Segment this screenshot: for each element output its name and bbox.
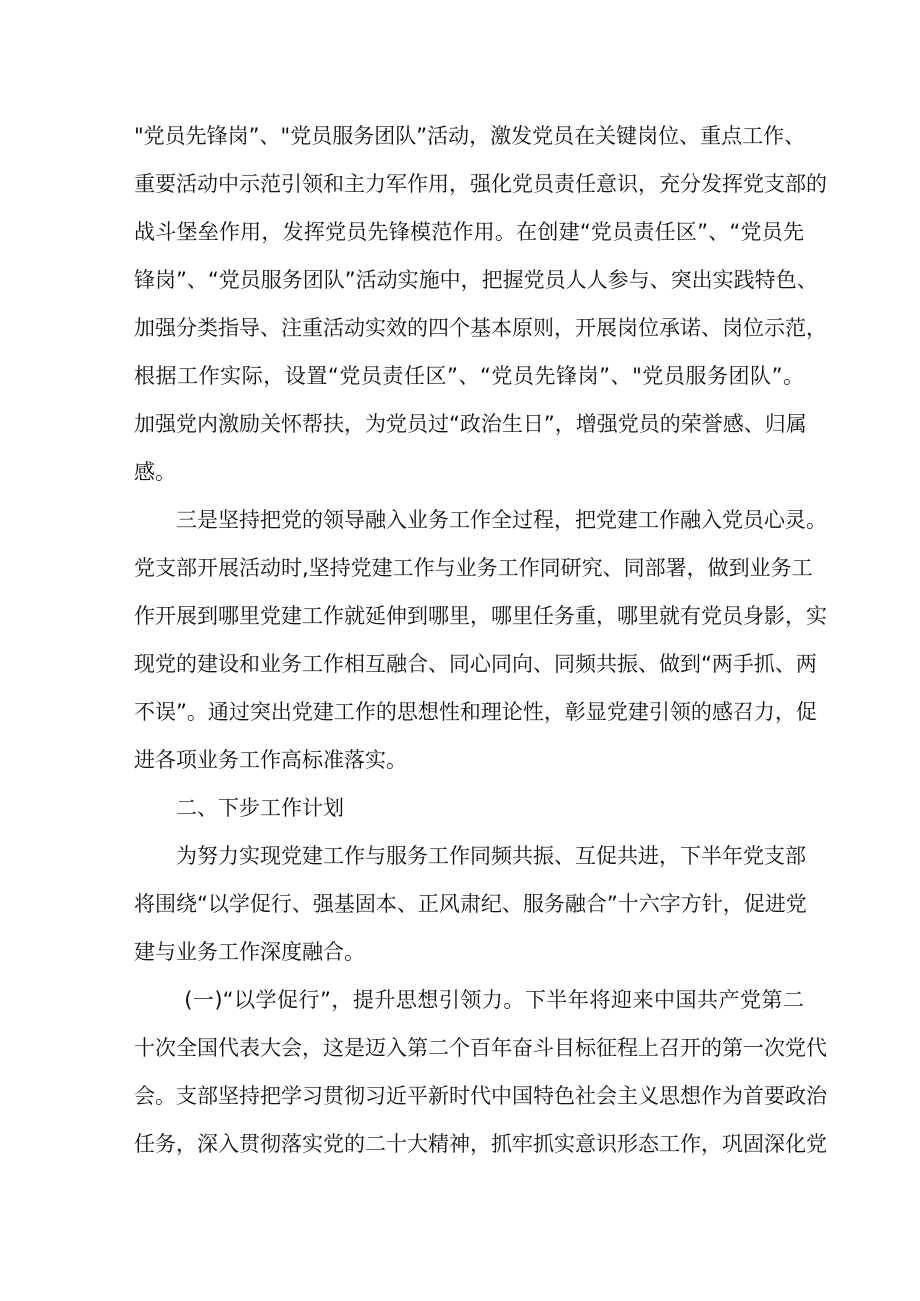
document-body (134, 112, 827, 1168)
text-line: 重要活动中示范引领和主力军作用，强化党员责任意识，充分发挥党支部的 (134, 172, 827, 196)
text-line: 根据工作实际，设置“党员责任区”、“党员先锋岗”、"党员服务团队”。 (134, 364, 804, 388)
paragraph-third-point (134, 496, 827, 784)
paragraph-plan-intro (134, 832, 807, 976)
text-line: 锋岗”、“党员服务团队”活动实施中，把握党员人人参与、突出实践特色、 (134, 268, 818, 292)
text-line: 十次全国代表大会，这是迈入第二个百年奋斗目标征程上召开的第一次党代 (134, 1036, 827, 1060)
text-line: 将围绕“以学促行、强基固本、正风肃纪、服务融合”十六字方针，促进党 (134, 892, 807, 916)
text-line: 进各项业务工作高标准落实。 (134, 748, 407, 772)
text-line: 战斗堡垒作用，发挥党员先锋模范作用。在创建“党员责任区”、“党员先 (134, 220, 804, 244)
section-heading-next-steps (134, 784, 804, 832)
text-line: 三是坚持把党的领导融入业务工作全过程，把党建工作融入党员心灵。 (134, 508, 827, 532)
text-line: 党支部开展活动时,坚持党建工作与业务工作同研究、同部署，做到业务工 (134, 556, 813, 580)
text-line: 感。 (134, 460, 176, 484)
section-heading: 二、下步工作计划 (134, 796, 344, 820)
text-line: 不误”。通过突出党建工作的思想性和理论性，彰显党建引领的感召力，促 (134, 700, 817, 724)
text-line: 现党的建设和业务工作相互融合、同心同向、同频共振、做到“两手抓、两 (134, 652, 817, 676)
paragraph-item-one (134, 976, 827, 1168)
text-line: (一)“以学促行”，提升思想引领力。下半年将迎来中国共产党第二 (134, 988, 804, 1012)
text-line: 任务，深入贯彻落实党的二十大精神，抓牢抓实意识形态工作，巩固深化党 (134, 1132, 827, 1156)
text-line: 加强党内激励关怀帮扶，为党员过“政治生日”，增强党员的荣誉感、归属 (134, 412, 807, 436)
text-line: 会。支部坚持把学习贯彻习近平新时代中国特色社会主义思想作为首要政治 (134, 1084, 827, 1108)
text-line: "党员先锋岗”、"党员服务团队”活动，激发党员在关键岗位、重点工作、 (134, 124, 806, 148)
paragraph-party-post (134, 112, 827, 496)
text-line: 建与业务工作深度融合。 (134, 940, 365, 964)
text-line: 加强分类指导、注重活动实效的四个基本原则，开展岗位承诺、岗位示范， (134, 316, 827, 340)
text-line: 为努力实现党建工作与服务工作同频共振、互促共进，下半年党支部 (134, 844, 806, 868)
text-line: 作开展到哪里党建工作就延伸到哪里，哪里任务重，哪里就有党员身影，实 (134, 604, 827, 628)
